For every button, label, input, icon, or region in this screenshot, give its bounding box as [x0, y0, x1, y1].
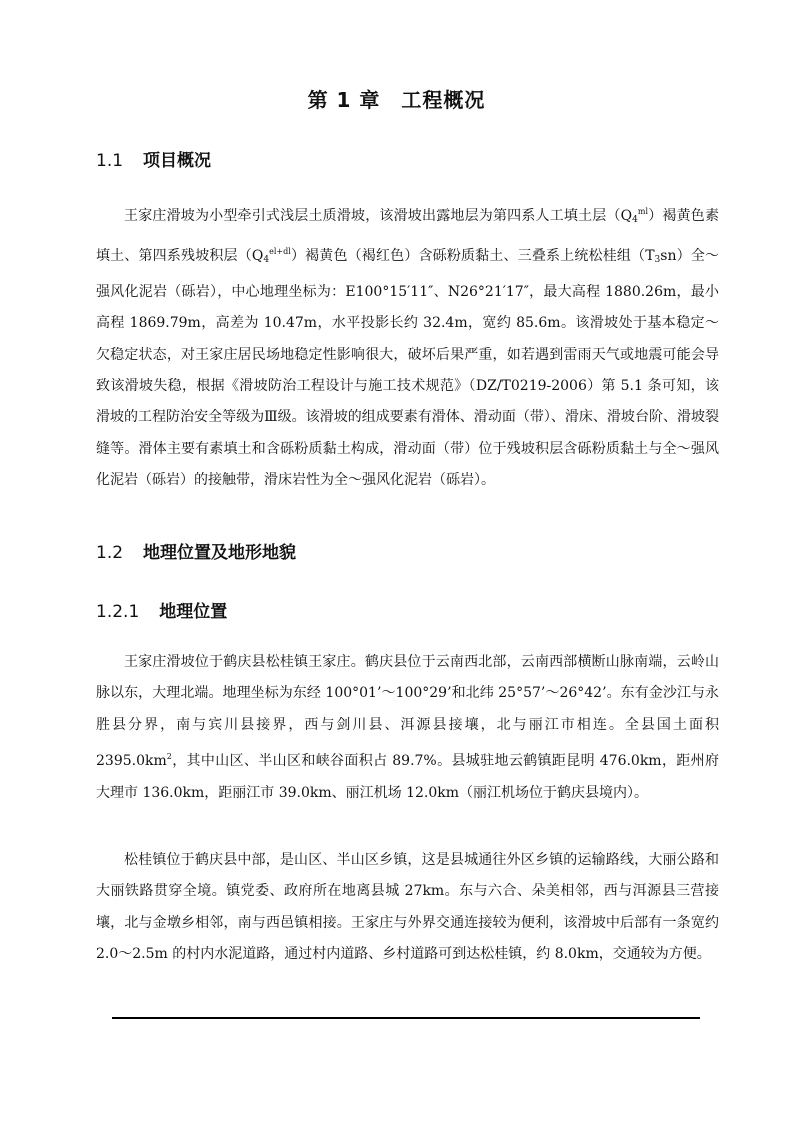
section-number: 1.2 [96, 543, 124, 563]
footer-rule [112, 1017, 700, 1019]
text-run: sn）全～强风化泥岩（砾岩），中心地理坐标为：E100°15′11″、N26°21′17″，最大高程 1880.26m，最小高程 1869.79m，高差为 10.47m，水平投影长约 32.4m，宽约 85.6m。该滑坡处于基本稳定～欠稳定状态，对王家庄居民场地稳定性影响很大，破坏后果严重，如若遇到雷雨天气或地震可能会导致该滑坡失稳，根据《滑坡防治工程设计与施工技术规范》（DZ/T0219-2006）第 5.1 条可知，该滑坡的工程防治安全等级为Ⅲ级。该滑坡的组成要素有滑体、滑动面（带）、滑床、滑坡台阶、滑坡裂缝等。滑体主要有素填土和含砾粉质黏土构成，滑动面（带）位于残坡积层含砾粉质黏土与全～强风化泥岩（砾岩）的接触带，滑床岩性为全～强风化泥岩（砾岩）。 [96, 248, 719, 489]
text-run: 王家庄滑坡为小型牵引式浅层土质滑坡，该滑坡出露地层为第四系人工填土层（Q [124, 208, 633, 224]
superscript: el+dl [269, 247, 291, 257]
text-run: ）褐黄色（褐红色）含砾粉质黏土、三叠系上统松桂组（T [290, 248, 655, 265]
section-title: 地理位置 [159, 602, 228, 622]
section-number: 1.1 [96, 151, 124, 171]
subscript: 4 [263, 255, 270, 266]
subscript: 4 [632, 215, 638, 225]
text-run: ）褐黄色素填土、第四系残坡积层（Q [96, 208, 720, 265]
section-heading-1-2-1 [96, 597, 227, 622]
text-run: ，其中山区、半山区和峡谷面积占 89.7%。县城驻地云鹤镇距昆明 476.0km，距州府大理市 136.0km，距丽江市 39.0km、丽江机场 12.0km（丽江机场位于鹤庆县境内）。 [96, 753, 719, 801]
paragraph-location [96, 647, 719, 809]
section-heading-1-1 [96, 146, 211, 171]
paragraph-project-overview [96, 196, 719, 497]
section-title: 项目概况 [143, 151, 212, 171]
superscript: ml [637, 207, 649, 216]
text-run: 王家庄滑坡位于鹤庆县松桂镇王家庄。鹤庆县位于云南西北部，云南西部横断山脉南端，云岭山脉以东，大理北端。地理坐标为东经 100°01’～100°29’和北纬 25°57’～26°42’。东有金沙江与永胜县分界，南与宾川县接界，西与剑川县、洱源县接壤，北与丽江市相连。全县国土面积 2395.0km [96, 654, 719, 770]
subscript: 3 [654, 255, 661, 266]
superscript: 2 [166, 752, 172, 762]
section-title: 地理位置及地形地貌 [143, 543, 297, 563]
section-number: 1.2.1 [96, 602, 140, 622]
chapter-title: 第 1 章 工程概况 [307, 88, 486, 112]
section-heading-1-2 [96, 538, 296, 563]
text-run: 松桂镇位于鹤庆县中部，是山区、半山区乡镇，这是县城通往外区乡镇的运输路线，大丽公路和大丽铁路贯穿全境。镇党委、政府所在地离县城 27km。东与六合、朵美相邻，西与洱源县三营接壤，北与金墩乡相邻，南与西邑镇相接。王家庄与外界交通连接较为便利，该滑坡中后部有一条宽约 2.0～2.5m 的村内水泥道路，通过村内道路、乡村道路可到达松桂镇，约 8.0km，交通较为方便。 [96, 852, 719, 963]
paragraph-transport [96, 845, 719, 971]
